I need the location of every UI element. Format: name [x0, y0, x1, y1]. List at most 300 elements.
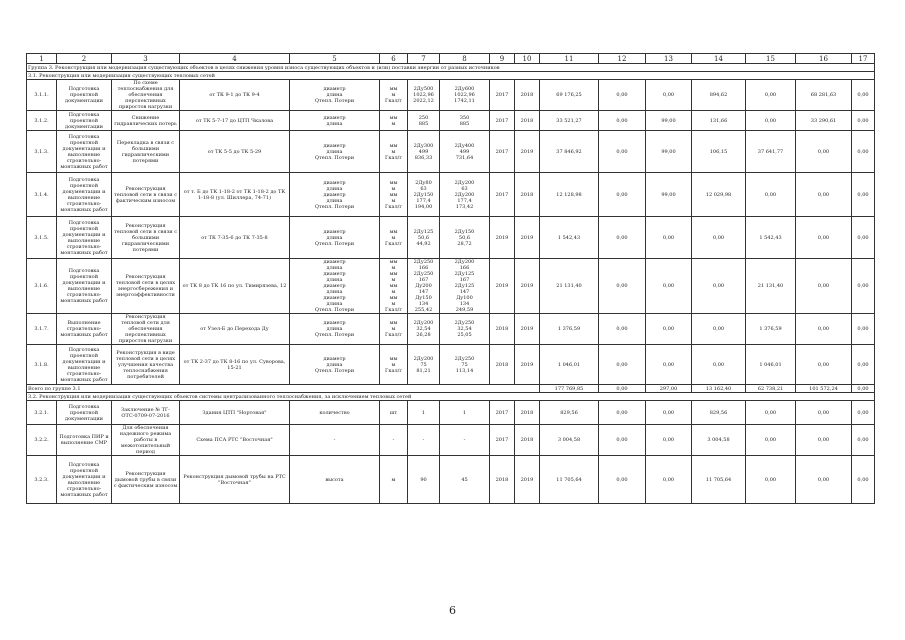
cost-c15: 0,00 [746, 425, 796, 456]
values-before [408, 259, 440, 314]
units-line: м [391, 265, 396, 271]
end-year: 2019 [515, 345, 540, 385]
column-number: 11 [540, 54, 599, 64]
cost-c15: 0,00 [746, 111, 796, 131]
cost-c16: 0,00 [796, 401, 852, 425]
values-before-line: 166 [418, 265, 429, 271]
total-cost: 1 376,59 [540, 314, 599, 345]
units-line: м [391, 234, 396, 241]
section-title-text: 3.2. Реконструкция или модернизация существующих объектов системы централизованного теплоснабжения, за исключением тепловых сетей [27, 393, 875, 401]
cost-c12: 0,00 [599, 456, 646, 504]
location: Схема ПСА РТС "Восточная" [180, 425, 290, 456]
cost-c17: 0,00 [852, 314, 875, 345]
values-before [408, 173, 440, 217]
parameters-line: диаметр [323, 271, 346, 277]
total-cost: 12 128,98 [540, 173, 599, 217]
work-stage: Подготовка проектной документации и выполнение строительно-монтажных работ [57, 217, 112, 259]
cost-c14: 0,00 [692, 314, 746, 345]
values-before-line: 194,00 [414, 203, 433, 210]
values-after [440, 425, 490, 456]
cost-c17: 0,00 [852, 425, 875, 456]
column-number: 2 [57, 54, 112, 64]
end-year: 2019 [515, 314, 540, 345]
parameters [290, 425, 380, 456]
table-row [27, 131, 875, 173]
total-cost: 1 542,43 [540, 217, 599, 259]
purpose: Реконструкция тепловой сети в целях энергосбережения и энергоэффективности [112, 259, 180, 314]
total-cost: 37 846,92 [540, 131, 599, 173]
column-number: 6 [380, 54, 408, 64]
values-before-line: 836,33 [414, 154, 433, 161]
values-before-line: - [422, 437, 425, 443]
cost-c13: 0,00 [646, 314, 692, 345]
parameters-line: Qтепл. Потери [314, 307, 355, 313]
total-cost: 21 131,40 [540, 259, 599, 314]
table-row [27, 80, 875, 111]
parameters-line: Qтепл. Потери [314, 203, 355, 210]
column-number: 5 [290, 54, 380, 64]
values-before-line: 90 [420, 476, 427, 483]
units-line: Гкал/г [385, 154, 402, 161]
values-before [408, 425, 440, 456]
parameters-line: диаметр [323, 142, 346, 149]
item-number: 3.1.8. [27, 345, 57, 385]
table-row [27, 217, 875, 259]
values-before-line: 2Ду80 [415, 179, 432, 186]
cost-c12: 0,00 [599, 259, 646, 314]
work-stage: Подготовка проектной документации и выполнение строительно-монтажных работ [57, 345, 112, 385]
end-year: 2019 [515, 131, 540, 173]
parameters-line: Qтепл. Потери [314, 332, 355, 338]
units-line: м [391, 326, 396, 332]
cost-c15: 1 046,01 [746, 345, 796, 385]
cost-c14: 894,62 [692, 80, 746, 111]
units-line: мм [389, 271, 398, 277]
parameters-line: длина [326, 148, 343, 155]
purpose: Перекладка в связи с большими гидравлическими потерями [112, 131, 180, 173]
parameters-line: длина [326, 120, 343, 127]
parameters-line: длина [326, 326, 343, 332]
units-line: мм [389, 295, 398, 301]
purpose: Реконструкция тепловой сети для обеспечения перспективных приростов нагрузки [112, 314, 180, 345]
cost-c17: 0,00 [852, 80, 875, 111]
values-before [408, 314, 440, 345]
values-before-line: 63 [420, 185, 427, 192]
units [380, 425, 408, 456]
values-before-line: 177,4 [416, 197, 431, 204]
cost-c13: 0,00 [646, 345, 692, 385]
location: от ТК 5-7-17 до ЦТП Чкалова [180, 111, 290, 131]
cost-c12: 0,00 [599, 131, 646, 173]
cost-c15: 1 376,59 [746, 314, 796, 345]
column-number: 3 [112, 54, 180, 64]
parameters-line: диаметр [323, 320, 346, 326]
units-line: Гкал/г [385, 307, 402, 313]
values-before-line: 75 [420, 361, 427, 368]
section-title [27, 72, 875, 80]
column-number: 15 [746, 54, 796, 64]
values-after-line: 885 [459, 120, 470, 127]
values-before [408, 456, 440, 504]
cost-c16: 0,00 [796, 173, 852, 217]
parameters-line: диаметр [323, 191, 346, 198]
values-after-line: 1 [462, 409, 467, 416]
total-cost: 69 176,25 [540, 80, 599, 111]
units-line: мм [389, 191, 398, 198]
item-number: 3.2.2. [27, 425, 57, 456]
units [380, 401, 408, 425]
location: от т. Б до ТК 1-18-2 от ТК 1-18-2 до ТК 1-18-8 (ул. Шиллера, 74-71) [180, 173, 290, 217]
item-number: 3.1.4. [27, 173, 57, 217]
values-before [408, 401, 440, 425]
units-line: мм [389, 283, 398, 289]
units-line: Гкал/г [385, 203, 402, 210]
cost-c14: 11 705,64 [692, 456, 746, 504]
location: от ТК 9-1 до ТК 9-4 [180, 80, 290, 111]
units-line: Гкал/г [385, 240, 402, 247]
parameters-line: диаметр [323, 295, 346, 301]
cost-c16: 0,00 [796, 425, 852, 456]
location: от ТК 8 до ТК 16 по ул. Тимирязева, 12 [180, 259, 290, 314]
values-before [408, 80, 440, 111]
parameters-line: - [333, 437, 336, 443]
values-after [440, 217, 490, 259]
cost-c16: 0,00 [796, 314, 852, 345]
parameters-line: диаметр [323, 179, 346, 186]
item-number: 3.1.6. [27, 259, 57, 314]
values-after [440, 259, 490, 314]
parameters [290, 456, 380, 504]
values-before-line: 50,6 [417, 234, 430, 241]
parameters-line: диаметр [323, 355, 346, 362]
values-after-line: 2Ду400 [454, 142, 475, 149]
cost-c12: 0,00 [599, 111, 646, 131]
values-after [440, 345, 490, 385]
cost-c16: 0,00 [796, 345, 852, 385]
parameters-line: длина [326, 234, 343, 241]
total-cost: 11 705,64 [540, 456, 599, 504]
start-year: 2017 [490, 401, 515, 425]
start-year: 2018 [490, 345, 515, 385]
values-after-line: 2Ду125 [454, 283, 475, 289]
units-line: м [391, 289, 396, 295]
values-before-line: 1022,96 [413, 92, 434, 98]
values-after-line: Ду100 [456, 295, 473, 301]
cost-c16: 0,00 [796, 259, 852, 314]
column-number: 10 [515, 54, 540, 64]
cost-c14: 829,56 [692, 401, 746, 425]
parameters-line: Qтепл. Потери [314, 154, 355, 161]
cost-c17: 0,00 [852, 111, 875, 131]
column-number: 4 [180, 54, 290, 64]
cost-c17: 0,00 [852, 259, 875, 314]
cost-c12: 0,00 [599, 314, 646, 345]
cost-c12: 0,00 [599, 173, 646, 217]
start-year: 2018 [490, 456, 515, 504]
units-line: м [391, 92, 396, 98]
units-line: м [391, 185, 396, 192]
values-after-line: 166 [459, 265, 470, 271]
units-line: м [391, 277, 396, 283]
purpose: Снижение гидравлических потерь [112, 111, 180, 131]
item-number: 3.1.1. [27, 80, 57, 111]
cost-c14: 3 004,58 [692, 425, 746, 456]
total-c13: 297,00 [646, 385, 692, 393]
cost-c13: 0,00 [646, 80, 692, 111]
parameters-line: длина [326, 185, 343, 192]
values-after-line: 2Ду250 [454, 320, 475, 326]
parameters-line: длина [326, 301, 343, 307]
total-c16: 101 572,24 [796, 385, 852, 393]
work-stage: Выполнение строительно-монтажных работ [57, 314, 112, 345]
values-after-line: 2Ду200 [454, 179, 475, 186]
item-number: 3.1.2. [27, 111, 57, 131]
end-year: 2019 [515, 456, 540, 504]
end-year: 2019 [515, 259, 540, 314]
values-before-line: 2Ду250 [413, 271, 434, 277]
values-before-line: 2Ду200 [413, 320, 434, 326]
column-number: 1 [27, 54, 57, 64]
cost-c15: 1 542,43 [746, 217, 796, 259]
values-before-line: 134 [418, 301, 429, 307]
cost-c15: 0,00 [746, 456, 796, 504]
values-before-line: 1 [421, 409, 426, 416]
purpose: Для обеспечения надежного режима работы в межотопительный период [112, 425, 180, 456]
start-year: 2018 [490, 314, 515, 345]
units-line: Гкал/г [385, 367, 402, 374]
values-after-line: 50,6 [458, 234, 471, 241]
values-before-line: 250 [418, 114, 429, 121]
cost-c14: 131,66 [692, 111, 746, 131]
column-number: 8 [440, 54, 490, 64]
values-before-line: 81,21 [416, 367, 431, 374]
values-after-line: 2Ду125 [454, 271, 475, 277]
parameters [290, 401, 380, 425]
values-after-line: 63 [461, 185, 468, 192]
total-cost: 3 004,58 [540, 425, 599, 456]
parameters [290, 314, 380, 345]
units-line: м [391, 361, 396, 368]
values-before-line: 2Ду250 [413, 259, 434, 265]
values-after-line: 75 [461, 361, 468, 368]
page-number: 6 [449, 604, 456, 617]
column-number: 16 [796, 54, 852, 64]
values-after-line: 2Ду600 [454, 86, 475, 92]
parameters [290, 111, 380, 131]
values-after-line: 167 [459, 277, 470, 283]
values-before-line: 2Ду125 [413, 228, 434, 235]
table-row [27, 345, 875, 385]
investment-table [26, 53, 875, 504]
cost-c15: 21 131,40 [746, 259, 796, 314]
cost-c14: 12 029,98 [692, 173, 746, 217]
cost-c13: 99,00 [646, 111, 692, 131]
end-year: 2019 [515, 217, 540, 259]
cost-c13: 99,00 [646, 173, 692, 217]
cost-c17: 0,00 [852, 401, 875, 425]
values-before-line: 167 [418, 277, 429, 283]
parameters-line: длина [326, 92, 343, 98]
location: от ТК 5-5 до ТК 5-29 [180, 131, 290, 173]
units [380, 131, 408, 173]
units [380, 259, 408, 314]
total-cost: 33 521,27 [540, 111, 599, 131]
values-after-line: 173,42 [455, 203, 474, 210]
parameters-line: длина [326, 361, 343, 368]
cost-c16: 0,00 [796, 456, 852, 504]
values-after-line: 25,05 [457, 332, 472, 338]
cost-c12: 0,00 [599, 217, 646, 259]
values-before-line: 2Ду300 [413, 142, 434, 149]
work-stage: Подготовка проектной документации [57, 111, 112, 131]
cost-c16: 68 281,63 [796, 80, 852, 111]
values-after [440, 173, 490, 217]
section-title [27, 393, 875, 401]
units-line: шт [389, 409, 398, 416]
start-year: 2017 [490, 131, 515, 173]
units-line: Гкал/г [385, 98, 402, 104]
parameters [290, 80, 380, 111]
parameters-line: Qтепл. Потери [314, 98, 355, 104]
values-after-line: 147 [459, 289, 470, 295]
cost-c13: 99,00 [646, 131, 692, 173]
parameters-line: диаметр [323, 283, 346, 289]
values-after-line: 32,54 [457, 326, 472, 332]
group-title-text: Группа 3. Реконструкция или модернизация существующих объектов в целях снижения уровня износа существующих объектов и (или) поставки энергии от разных источников [27, 64, 875, 72]
parameters [290, 217, 380, 259]
parameters-line: длина [326, 277, 343, 283]
cost-c13: 0,00 [646, 259, 692, 314]
units-line: м [391, 197, 396, 204]
item-number: 3.2.3. [27, 456, 57, 504]
units-line: м [391, 120, 396, 127]
parameters-line: высота [325, 476, 344, 483]
cost-c16: 0,00 [796, 131, 852, 173]
total-label: Всего по группе 3.1 [27, 385, 540, 393]
table-row [27, 259, 875, 314]
units [380, 456, 408, 504]
location: от ТК 7-35-6 до ТК 7-35-8 [180, 217, 290, 259]
units-line: Гкал/г [385, 332, 402, 338]
units [380, 314, 408, 345]
total-c14: 13 162,40 [692, 385, 746, 393]
parameters-line: длина [326, 197, 343, 204]
values-after-line: - [463, 437, 466, 443]
group-title [27, 64, 875, 72]
column-number: 13 [646, 54, 692, 64]
start-year: 2017 [490, 80, 515, 111]
item-number: 3.2.1. [27, 401, 57, 425]
table-row [27, 401, 875, 425]
units [380, 80, 408, 111]
cost-c15: 37 641,77 [746, 131, 796, 173]
parameters [290, 173, 380, 217]
values-after [440, 80, 490, 111]
cost-c16: 0,00 [796, 217, 852, 259]
table-row [27, 173, 875, 217]
values-before-line: 885 [418, 120, 429, 127]
cost-c15: 0,00 [746, 80, 796, 111]
parameters [290, 259, 380, 314]
work-stage: Подготовка проектной документации и выполнение строительно-монтажных работ [57, 173, 112, 217]
values-before-line: 44,92 [416, 240, 431, 247]
cost-c13: 0,00 [646, 401, 692, 425]
cost-c17: 0,00 [852, 345, 875, 385]
cost-c12: 0,00 [599, 401, 646, 425]
location: Здания ЦТП "Нортовая" [180, 401, 290, 425]
values-after-line: 2Ду250 [454, 355, 475, 362]
units-line: м [391, 301, 396, 307]
purpose: Реконструкция в виде тепловой сети в целях улучшения качества теплоснабжения потребителей [112, 345, 180, 385]
values-before [408, 217, 440, 259]
values-after [440, 131, 490, 173]
table-row [27, 111, 875, 131]
total-cost: 1 046,01 [540, 345, 599, 385]
purpose: Реконструкция тепловой сети в связи с большими гидравлическими потерями [112, 217, 180, 259]
values-after [440, 314, 490, 345]
values-after-line: 1022,96 [454, 92, 475, 98]
column-number: 14 [692, 54, 746, 64]
values-after [440, 456, 490, 504]
values-before-line: 2Ду150 [413, 191, 434, 198]
units-line: м [391, 148, 396, 155]
item-number: 3.1.3. [27, 131, 57, 173]
cost-c17: 0,00 [852, 456, 875, 504]
cost-c13: 0,00 [646, 456, 692, 504]
column-number: 12 [599, 54, 646, 64]
values-after-line: 1742,11 [454, 98, 475, 104]
values-before [408, 111, 440, 131]
values-after-line: 45 [461, 476, 468, 483]
start-year: 2017 [490, 173, 515, 217]
units-line: мм [389, 142, 398, 149]
purpose: Заключение № ТГ-ОТС-0709-07-2016 [112, 401, 180, 425]
values-before-line: Ду150 [415, 295, 432, 301]
parameters-line: Qтепл. Потери [314, 367, 355, 374]
parameters-line: длина [326, 265, 343, 271]
total-c15: 62 738,21 [746, 385, 796, 393]
values-before-line: 255,42 [414, 307, 433, 313]
column-number: 7 [408, 54, 440, 64]
cost-c12: 0,00 [599, 345, 646, 385]
purpose: Реконструкция тепловой сети в связи с фактическим износом [112, 173, 180, 217]
cost-c14: 0,00 [692, 217, 746, 259]
work-stage: Подготовка ПИР и выполнение СМР [57, 425, 112, 456]
work-stage: Подготовка проектной документации [57, 401, 112, 425]
location: от ТК 2-37 до ТК 8-16 по ул. Суворова, 15-21 [180, 345, 290, 385]
values-before [408, 131, 440, 173]
values-after [440, 401, 490, 425]
table-row [27, 456, 875, 504]
header-row [27, 54, 875, 64]
values-after-line: 499 [459, 148, 470, 155]
values-after-line: 2Ду200 [454, 259, 475, 265]
work-stage: Подготовка проектной документации и выполнение строительно-монтажных работ [57, 259, 112, 314]
parameters [290, 131, 380, 173]
units-line: мм [389, 355, 398, 362]
units-line: мм [389, 114, 398, 121]
parameters-line: диаметр [323, 228, 346, 235]
values-after-line: 731,64 [455, 154, 474, 161]
cost-c17: 0,00 [852, 173, 875, 217]
start-year: 2019 [490, 217, 515, 259]
cost-c14: 106,15 [692, 131, 746, 173]
values-before-line: Ду200 [415, 283, 432, 289]
units-line: мм [389, 320, 398, 326]
cost-c17: 0,00 [852, 217, 875, 259]
purpose: По схеме теплоснабжения для обеспечения перспективных приростов нагрузки [112, 80, 180, 111]
values-after-line: 113,14 [455, 367, 474, 374]
